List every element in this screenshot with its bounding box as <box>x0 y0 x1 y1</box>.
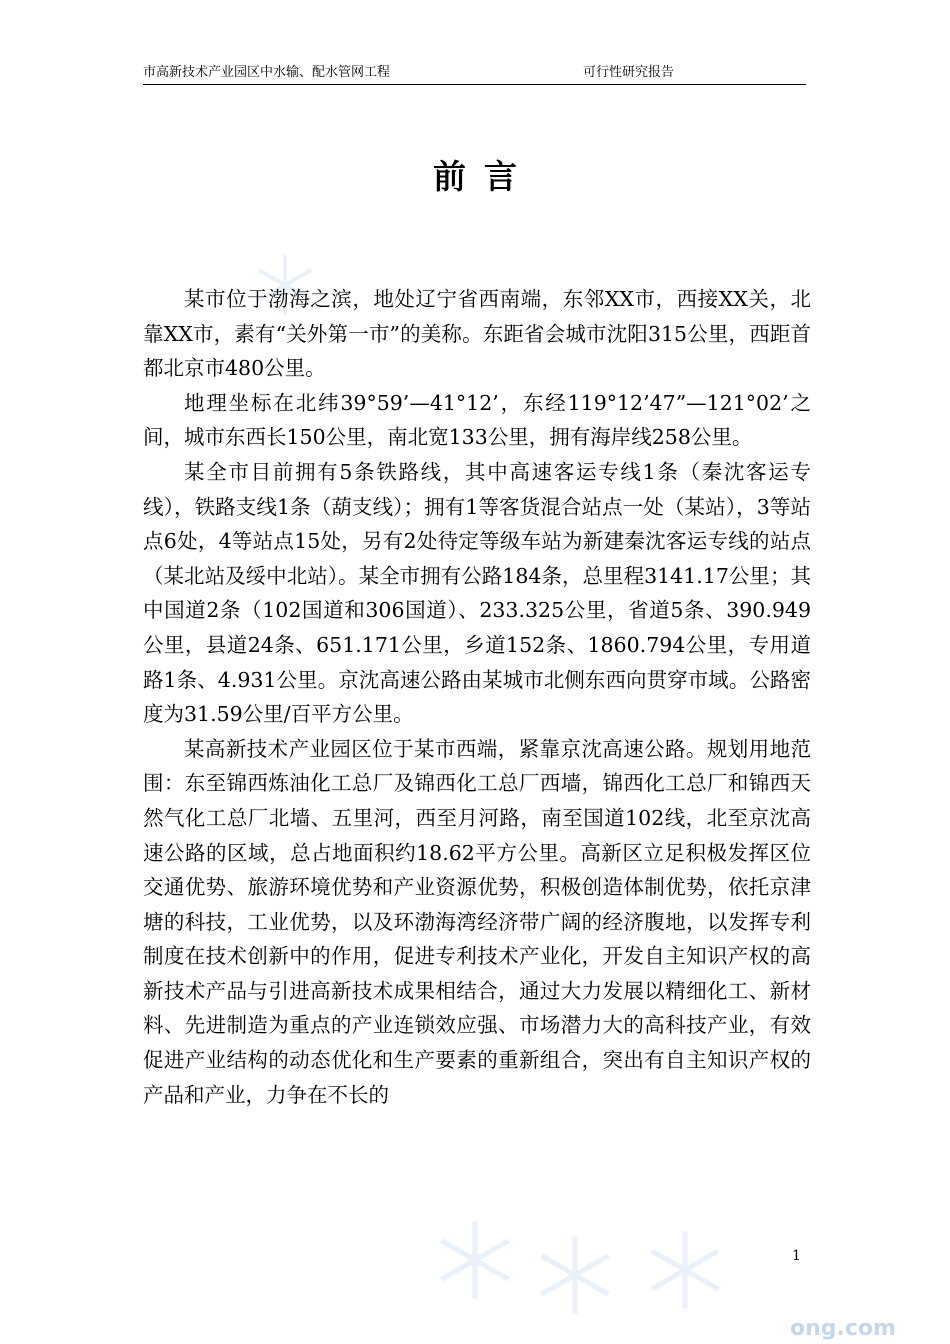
page-title: 前言 <box>433 157 535 196</box>
page-number: 1 <box>792 1248 801 1264</box>
paragraph-location: 某市位于渤海之滨，地处辽宁省西南端，东邻XX市，西接XX关，北靠XX市，素有“关外第一市”的美称。东距省会城市沈阳315公里，西距首都北京市480公里。 <box>143 287 811 381</box>
watermark-snowflake-icon <box>430 1215 520 1305</box>
paragraph-hightech-zone: 某高新技术产业园区位于某市西端，紧靠京沈高速公路。规划用地范围：东至锦西炼油化工总厂及锦西化工总厂西墙，锦西化工总厂和锦西天然气化工总厂北墙、五里河，西至月河路，南至国道102线，北至京沈高速公路的区域，总占地面积约18.62平方公里。高新区立足积极发挥区位交通优势、旅游环境优势和产业资源优势，积极创造体制优势，依托京津塘的科技，工业优势，以及环渤海湾经济带广阔的经济腹地，以发挥专利制度在技术创新中的作用，促进专利技术产业化，开发自主知识产权的高新技术产品与引进高新技术成果相结合，通过大力发展以精细化工、新材料、先进制造为重点的产业连锁效应强、市场潜力大的高科技产业，有效促进产业结构的动态优化和生产要素的重新组合，突出有自主知识产权的产品和产业，力争在不长的 <box>143 736 811 1107</box>
watermark-text: ong.com <box>790 1316 896 1341</box>
document-body <box>143 282 811 1112</box>
watermark-snowflake-icon <box>530 1230 620 1320</box>
paragraph-coordinates: 地理坐标在北纬39°59’—41°12’，东经119°12’47”—121°02’之间，城市东西长150公里，南北宽133公里，拥有海岸线258公里。 <box>143 390 811 450</box>
header-report-type: 可行性研究报告 <box>583 65 675 80</box>
paragraph-transportation: 某全市目前拥有5条铁路线，其中高速客运专线1条（秦沈客运专线），铁路支线1条（葫支线）；拥有1等客货混合站点一处（某站），3等站点6处，4等站点15处，另有2处待定等级车站为新建秦沈客运专线的站点（某北站及绥中北站）。某全市拥有公路184条，总里程3141.17公里；其中国道2条（102国道和306国道）、233.325公里，省道5条、390.949公里，县道24条、651.171公里，乡道152条、1860.794公里，专用道路1条、4.931公里。京沈高速公路由某城市北侧东西向贯穿市域。公路密度为31.59公里/百平方公里。 <box>143 459 811 727</box>
header-project-name: 市高新技术产业园区中水输、配水管网工程 <box>143 65 391 80</box>
page-header <box>143 64 806 85</box>
watermark-snowflake-icon <box>640 1225 730 1315</box>
